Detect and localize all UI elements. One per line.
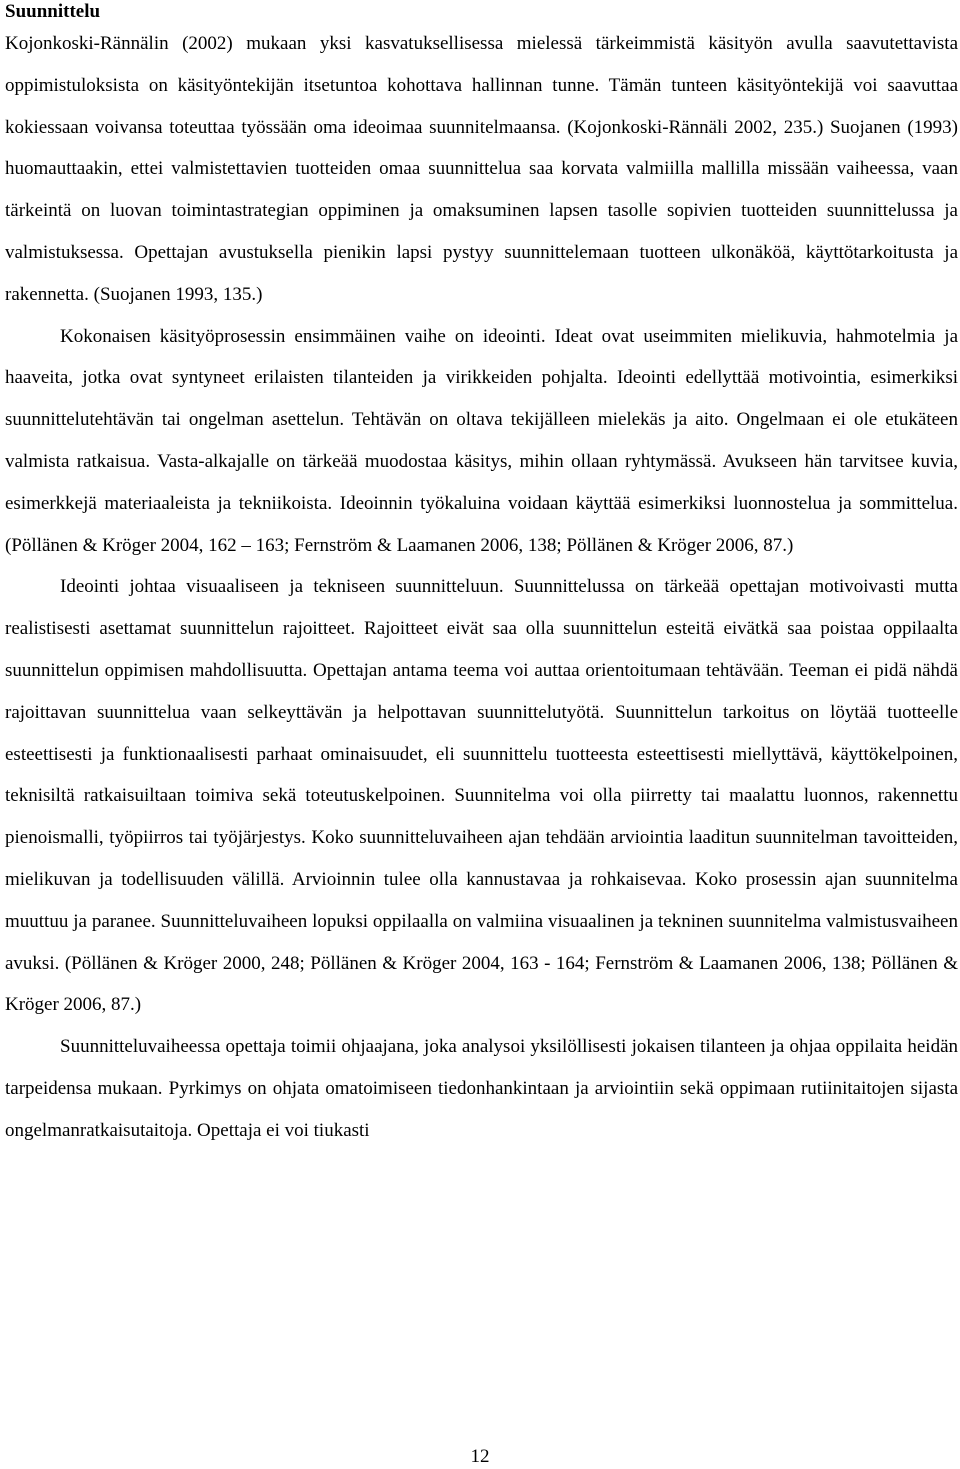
- paragraph-2: Kokonaisen käsityöprosessin ensimmäinen vaihe on ideointi. Ideat ovat useimmiten mielikuvia, hahmotelmia ja haaveita, jotka ovat syntyneet erilaisten tilanteiden ja virikkeiden pohjalta. Ideointi edellyttää motivointia, esimerkiksi suunnittelutehtävän tai ongelman asettelun. Tehtävän on oltava tekijälleen mielekäs ja aito. Ongelmaan ei ole etukäteen valmista ratkaisua. Vasta-alkajalle on tärkeää muodostaa käsitys, mihin ollaan ryhtymässä. Avukseen hän tarvitsee kuvia, esimerkkejä materiaaleista ja tekniikoista. Ideoinnin työkaluina voidaan käyttää esimerkiksi luonnostelua ja sommittelua. (Pöllänen & Kröger 2004, 162 – 163; Fernström & Laamanen 2006, 138; Pöllänen & Kröger 2006, 87.): [5, 325, 958, 556]
- paragraph-3: Ideointi johtaa visuaaliseen ja tekniseen suunnitteluun. Suunnittelussa on tärkeää opettajan motivoivasti mutta realistisesti asettamat suunnittelun rajoitteet. Rajoitteet eivät saa olla suunnittelun esteitä eivätkä saa poistaa oppilaalta suunnittelun oppimisen mahdollisuutta. Opettajan antama teema voi auttaa orientoitumaan tehtävään. Teeman ei pidä nähdä rajoittavan suunnittelua vaan selkeyttävän ja helpottavan suunnittelutyötä. Suunnittelun tarkoitus on löytää tuotteelle esteettisesti ja funktionaalisesti parhaat ominaisuudet, eli suunnittelu tuotteesta esteettisesti miellyttävä, käyttökelpoinen, teknisiltä ratkaisuiltaan toimiva sekä toteutuskelpoinen. Suunnitelma voi olla piirretty tai maalattu luonnos, rakennettu pienoismalli, työpiirros tai työjärjestys. Koko suunnitteluvaiheen ajan tehdään arviointia laaditun suunnitelman tavoitteiden, mielikuvan ja todellisuuden välillä. Arvioinnin tulee olla kannustavaa ja rohkaisevaa. Koko prosessin ajan suunnitelma muuttuu ja paranee. Suunnitteluvaiheen lopuksi oppilaalla on valmiina visuaalinen ja tekninen suunnitelma valmistusvaiheen avuksi. (Pöllänen & Kröger 2000, 248; Pöllänen & Kröger 2004, 163 - 164; Fernström & Laamanen 2006, 138; Pöllänen & Kröger 2006, 87.): [5, 576, 958, 1016]
- section-heading: Suunnittelu: [5, 1, 101, 22]
- paragraph-1: Kojonkoski-Rännälin (2002) mukaan yksi kasvatuksellisessa mielessä tärkeimmistä käsityön avulla saavutettavista oppimistuloksista on käsityöntekijän itsetuntoa kohottava hallinnan tunne. Tämän tunteen käsityöntekijä voi saavuttaa kokiessaan voivansa toteuttaa työssään oma ideoimaa suunnitelmaansa. (Kojonkoski-Rännäli 2002, 235.) Suojanen (1993) huomauttaakin, ettei valmistettavien tuotteiden omaa suunnittelua saa korvata valmiilla mallilla missään vaiheessa, vaan tärkeintä on luovan toimintastrategian oppiminen ja omaksuminen lapsen tasolle sopivien tuotteiden suunnittelussa ja valmistuksessa. Opettajan avustuksella pienikin lapsi pystyy suunnittelemaan tuotteen ulkonäköä, käyttötarkoitusta ja rakennetta. (Suojanen 1993, 135.): [5, 33, 958, 305]
- page-number: 12: [470, 1446, 490, 1467]
- paragraph-4: Suunnitteluvaiheessa opettaja toimii ohjaajana, joka analysoi yksilöllisesti jokaisen tilanteen ja ohjaa oppilaita heidän tarpeidensa mukaan. Pyrkimys on ohjata omatoimiseen tiedonhankintaan ja arviointiin sekä oppimaan rutiinitaitojen sijasta ongelmanratkaisutaitoja. Opettaja ei voi tiukasti: [5, 1036, 958, 1141]
